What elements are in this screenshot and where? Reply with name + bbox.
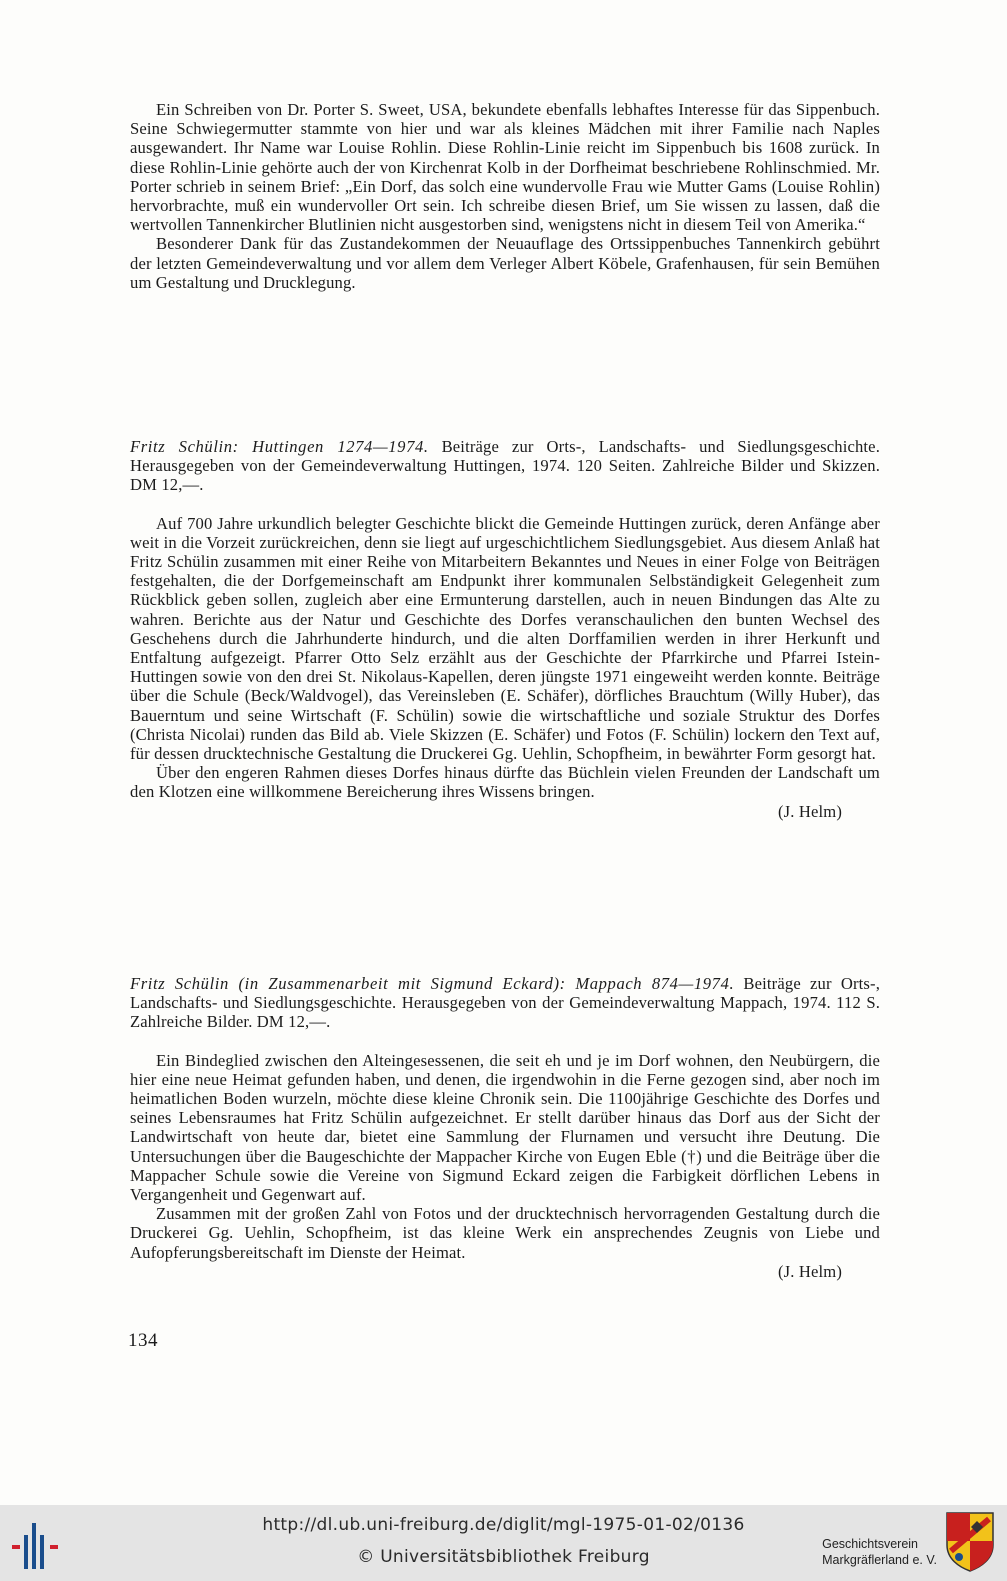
- paragraph: Ein Schreiben von Dr. Porter S. Sweet, USA, bekundete ebenfalls lebhaftes Interesse für das Sippenbuch. Seine Schwiegermutter stammte von hier und war als kleines Mädchen mit ihrer Familie nach Naples ausgewandert. Ihr Name war Louise Rohlin. Diese Rohlin-Linie reicht im Sippenbuch bis 1608 zurück. In diese Rohlin-Linie gehörte auch der von Kirchenrat Kolb in der Dorfheimat beschriebene Rohlinschmied. Mr. Porter schrieb in seinem Brief: „Ein Dorf, das solch eine wundervolle Frau wie Mutter Gams (Louise Rohlin) hervorbrachte, muß ein wundervoller Ort sein. Ich schreibe diesen Brief, um Sie wissen zu lassen, daß die wertvollen Tannenkircher Blutlinien nicht ausgestorben sind, wenigstens nicht in diesem Teil von Amerika.“: [130, 100, 880, 235]
- viewer-footer-bar: [0, 1505, 1007, 1581]
- society-name: [822, 1536, 937, 1568]
- society-name-line: Markgräflerland e. V.: [822, 1553, 937, 1567]
- page-number: 134: [128, 1330, 158, 1351]
- intro-text-block: [130, 100, 880, 292]
- book-title: Fritz Schülin: Huttingen 1274—1974.: [130, 437, 429, 456]
- book-details: Beiträge zur Orts-, Landschafts- und Siedlungsgeschichte. Herausgegeben von der Gemeindeverwaltung Huttingen, 1974. 120 Seiten. Zahlreiche Bilder und Skizzen. DM 12,—.: [130, 437, 880, 495]
- copyright-notice: © Universitätsbibliothek Freiburg: [357, 1547, 650, 1567]
- paragraph: Ein Bindeglied zwischen den Alteingesessenen, die seit eh und je im Dorf wohnen, den Neubürgern, die hier eine neue Heimat gefunden haben, und denen, die irgendwohin in die Ferne gezogen sind, aber noch im heimatlichen Boden wurzeln, möchte diese kleine Chronik sein. Die 1100jährige Geschichte des Dorfes und seines Lebensraumes hat Fritz Schülin aufgezeichnet. Er stellt darüber hinaus das Dorf aus der Sicht der Landwirtschaft von heute dar, bietet eine Sammlung der Flurnamen und versucht ihre Deutung. Die Untersuchungen über die Baugeschichte der Mappacher Kirche von Eugen Eble (†) und die Beiträge über die Mappacher Schule sowie die Vereine von Sigmund Eckard zeigen die Farbigkeit dörflichen Lebens in Vergangenheit und Gegenwart auf.: [130, 1050, 880, 1205]
- paragraph: Zusammen mit der großen Zahl von Fotos und der drucktechnisch hervorragenden Gestaltung durch die Druckerei Gg. Uehlin, Schopfheim, ist das kleine Werk ein ansprechendes Zeugnis von Liebe und Aufopferungsbereitschaft im Dienste der Heimat.: [130, 1204, 880, 1262]
- paragraph: Auf 700 Jahre urkundlich belegter Geschichte blickt die Gemeinde Huttingen zurück, deren Anfänge aber weit in die Vorzeit zurückreichen, denn sie liegt auf urgeschichtlichem Siedlungsgebiet. Aus diesem Anlaß hat Fritz Schülin zusammen mit einer Reihe von Mitarbeitern Bekanntes und Neues in einer Folge von Beiträgen festgehalten, die der Dorfgemeinschaft am Endpunkt ihrer kommunalen Selbständigkeit Gelegenheit zum Rückblick geben sollen, zugleich aber eine Ermunterung darstellen, auch in neuen Bindungen das Alte zu wahren. Berichte aus der Natur und Geschichte des Dorfes veranschaulichen den bunten Wechsel des Geschehens durch die Jahrhunderte hindurch, und die alten Dorffamilien werden in ihrer Herkunft und Entfaltung aufgezeigt. Pfarrer Otto Selz erzählt aus der Geschichte der Pfarrkirche und Pfarrei Istein-Huttingen sowie von den drei St. Nikolaus-Kapellen, deren jüngste 1971 eingeweiht werden konnte. Beiträge über die Schule (Beck/Waldvogel), das Vereinsleben (E. Schäfer), dörfliches Brauchtum (Willy Huber), das Bauerntum und seine Wirtschaft (F. Schülin) sowie die wirtschaftliche und soziale Struktur des Dorfes (Christa Nicolai) runden das Bild ab. Viele Skizzen (E. Schäfer) und Fotos (F. Schülin) lockern den Text auf, für dessen drucktechnische Gestaltung die Druckerei Gg. Uehlin, Schopfheim, in bewährter Form gesorgt hat.: [130, 513, 880, 764]
- review-mappach: [130, 974, 880, 1281]
- book-details: Beiträge zur Orts-, Landschafts- und Siedlungsgeschichte. Herausgegeben von der Gemeindeverwaltung Mappach, 1974. 112 S. Zahlreiche Bilder. DM 12,—.: [130, 974, 880, 1032]
- coat-of-arms-icon: [945, 1511, 995, 1573]
- book-citation: [130, 974, 880, 1032]
- document-url-link[interactable]: http://dl.ub.uni-freiburg.de/diglit/mgl-1975-01-02/0136: [262, 1515, 745, 1535]
- paragraph: Besonderer Dank für das Zustandekommen der Neuauflage des Ortssippenbuches Tannenkirch gebührt der letzten Gemeindeverwaltung und vor allem dem Verleger Albert Köbele, Grafenhausen, für sein Bemühen um Gestaltung und Drucklegung.: [130, 234, 880, 292]
- reviewer-signature: (J. Helm): [777, 1261, 842, 1281]
- book-title: Fritz Schülin (in Zusammenarbeit mit Sigmund Eckard): Mappach 874—1974.: [130, 974, 735, 993]
- review-huttingen: [130, 437, 880, 821]
- paragraph: Über den engeren Rahmen dieses Dorfes hinaus dürfte das Büchlein vielen Freunden der Landschaft um den Klotzen eine willkommene Bereicherung ihres Wissens bringen.: [130, 763, 880, 802]
- society-name-line: Geschichtsverein: [822, 1537, 918, 1551]
- book-citation: [130, 437, 880, 495]
- reviewer-signature: (J. Helm): [777, 801, 842, 821]
